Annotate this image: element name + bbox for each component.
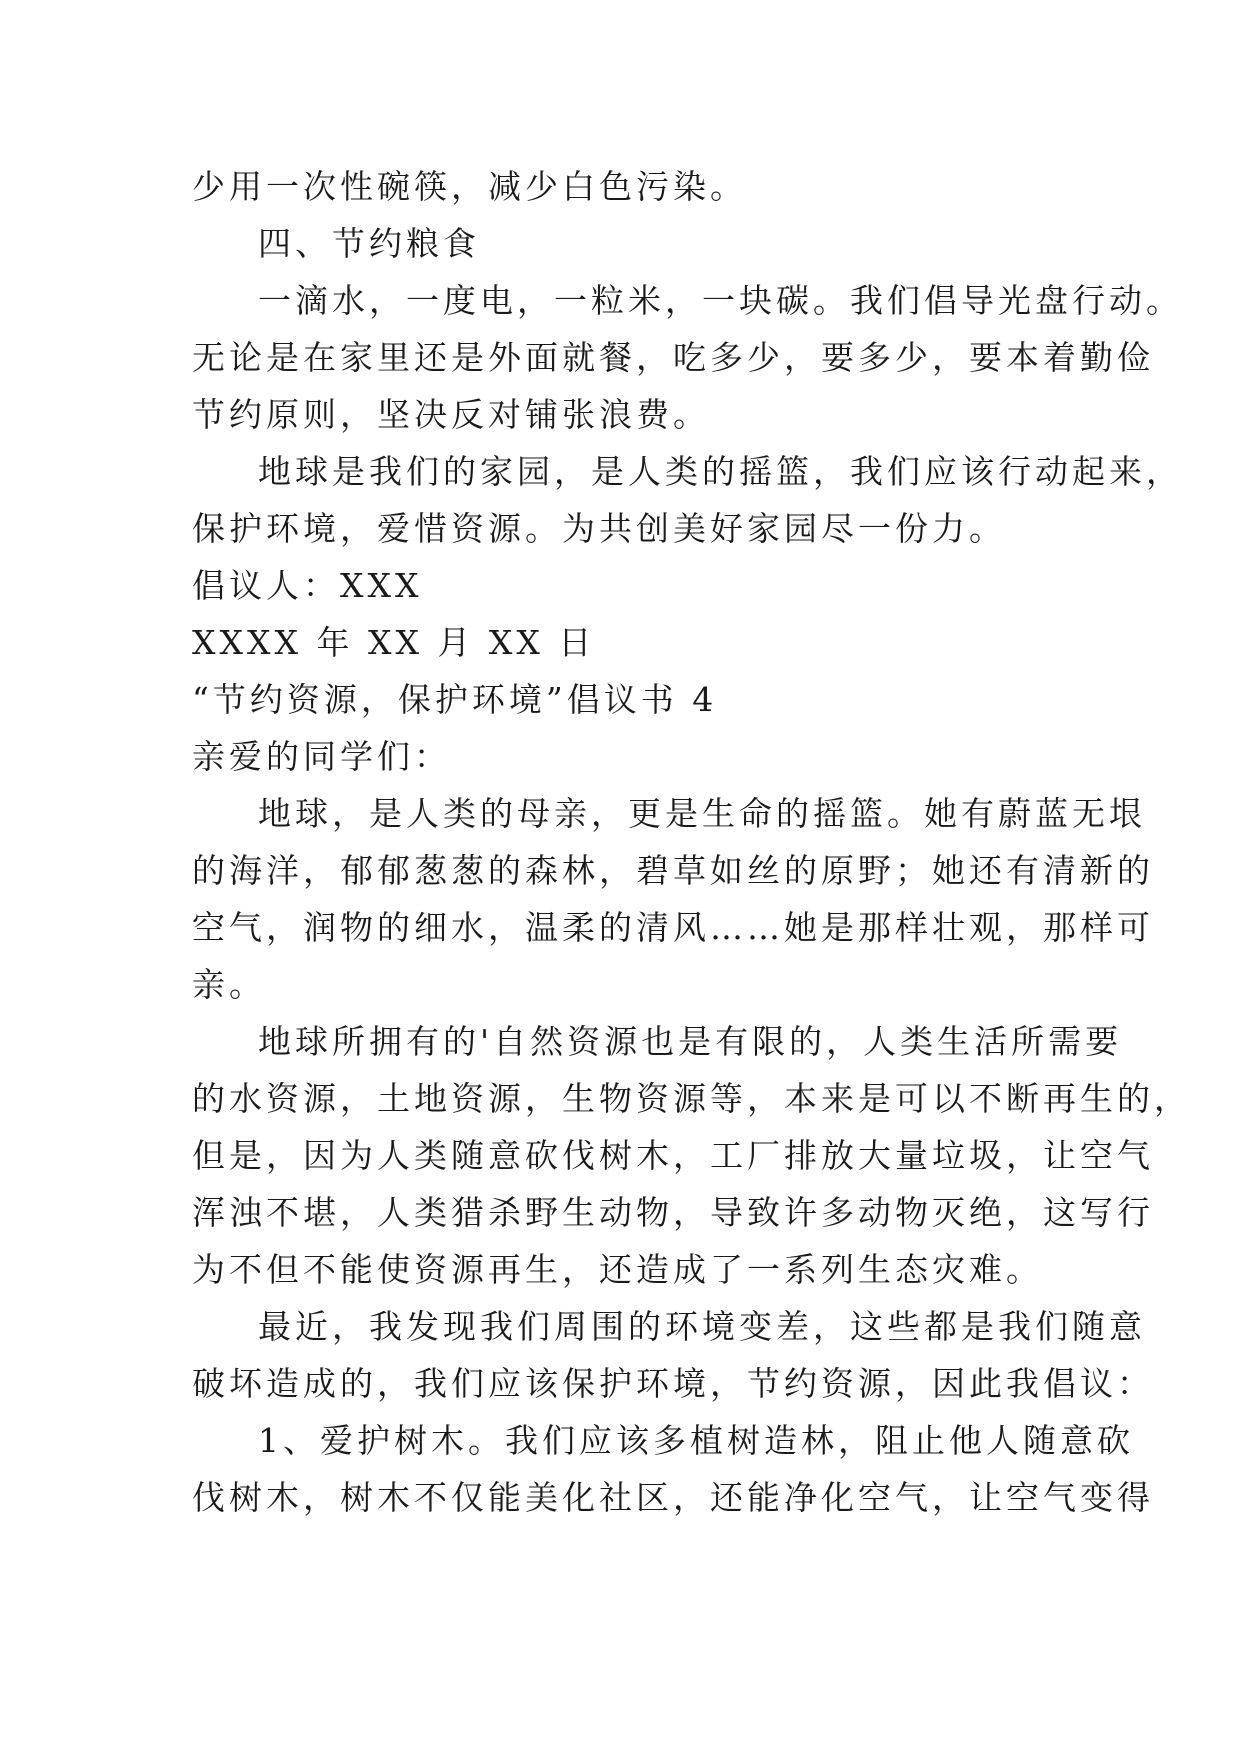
text-line: 无论是在家里还是外面就餐，吃多少，要多少，要本着勤俭 bbox=[192, 338, 1154, 377]
text-line: 1、爱护树木。我们应该多植树造林，阻止他人随意砍 bbox=[258, 1421, 1134, 1460]
text-line: 地球，是人类的母亲，更是生命的摇篮。她有蔚蓝无垠 bbox=[258, 794, 1146, 833]
section-heading: 四、节约粮食 bbox=[258, 224, 480, 263]
paragraph-closing bbox=[192, 443, 1183, 557]
paragraph-save-food bbox=[192, 272, 1183, 443]
proposal-title: “节约资源，保护环境”倡议书 4 bbox=[192, 680, 718, 719]
date-line: XXXX 年 XX 月 XX 日 bbox=[192, 623, 596, 662]
text-line: 的水资源，土地资源，生物资源等，本来是可以不断再生的， bbox=[192, 1079, 1191, 1118]
proposer-signature: 倡议人：XXX bbox=[192, 566, 423, 605]
text-line: 节约原则，坚决反对铺张浪费。 bbox=[192, 395, 710, 434]
paragraph-resources bbox=[192, 1013, 1191, 1298]
text-line: 一滴水，一度电，一粒米，一块碳。我们倡导光盘行动。 bbox=[258, 281, 1183, 320]
text-line: 地球所拥有的'自然资源也是有限的，人类生活所需要 bbox=[258, 1022, 1123, 1061]
text-line: 空气，润物的细水，温柔的清风……她是那样壮观，那样可 bbox=[192, 908, 1154, 947]
text-line: 浑浊不堪，人类猎杀野生动物，导致许多动物灭绝，这写行 bbox=[192, 1193, 1154, 1232]
paragraph-earth bbox=[192, 785, 1154, 1013]
paragraph-recent bbox=[192, 1298, 1154, 1412]
text-line: 亲。 bbox=[192, 965, 266, 1004]
text-line: 但是，因为人类随意砍伐树木，工厂排放大量垃圾，让空气 bbox=[192, 1136, 1154, 1175]
text-line: 少用一次性碗筷，减少白色污染。 bbox=[192, 167, 747, 206]
salutation: 亲爱的同学们： bbox=[192, 737, 451, 776]
text-line: 的海洋，郁郁葱葱的森林，碧草如丝的原野；她还有清新的 bbox=[192, 851, 1154, 890]
text-line: 伐树木，树木不仅能美化社区，还能净化空气，让空气变得 bbox=[192, 1478, 1154, 1517]
text-line: 为不但不能使资源再生，还造成了一系列生态灾难。 bbox=[192, 1250, 1043, 1289]
text-line: 保护环境，爱惜资源。为共创美好家园尽一份力。 bbox=[192, 509, 1006, 548]
paragraph-item-1 bbox=[192, 1412, 1154, 1526]
text-line: 地球是我们的家园，是人类的摇篮，我们应该行动起来， bbox=[258, 452, 1183, 491]
text-line: 最近，我发现我们周围的环境变差，这些都是我们随意 bbox=[258, 1307, 1146, 1346]
text-line: 破坏造成的，我们应该保护环境，节约资源，因此我倡议： bbox=[192, 1364, 1154, 1403]
document-body bbox=[192, 158, 1191, 1526]
